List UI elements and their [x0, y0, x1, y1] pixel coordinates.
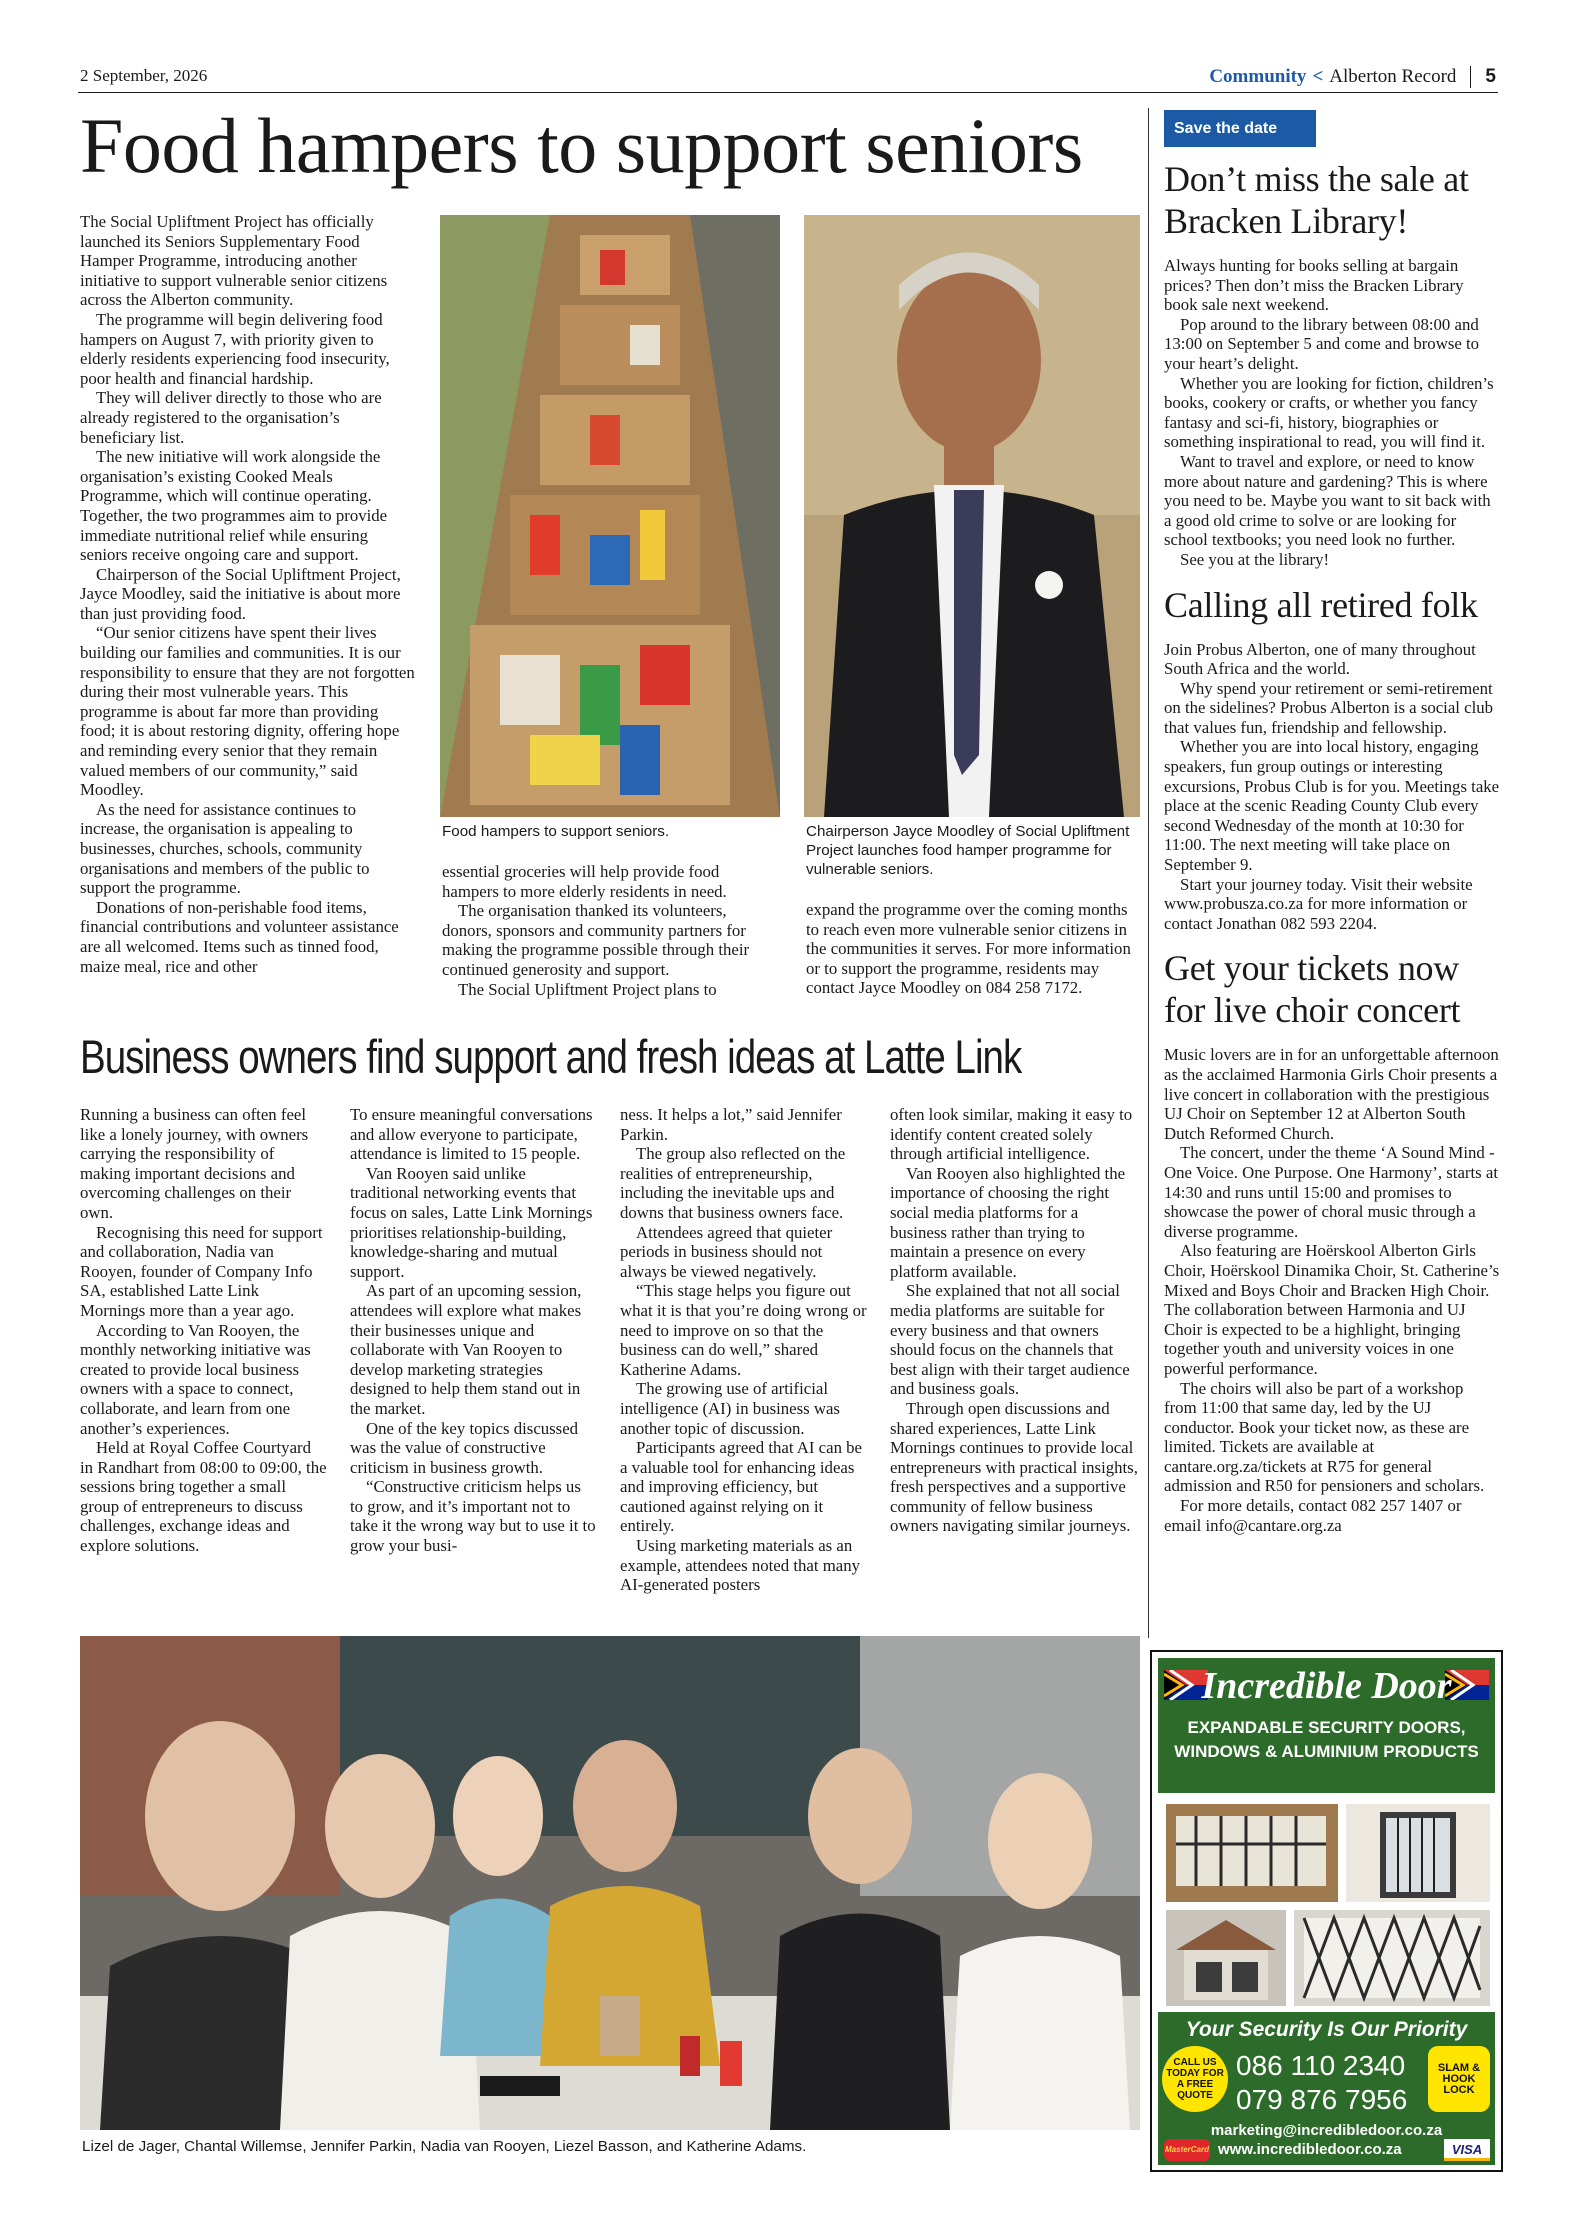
call-us-badge-text: CALL US TODAY FOR A FREE QUOTE: [1166, 2057, 1224, 2101]
chairperson-caption: Chairperson Jayce Moodley of Social Upliftment Project launches food hamper programme for vulnerable seniors.: [806, 823, 1130, 878]
ad-tagline: EXPANDABLE SECURITY DOORS, WINDOWS & ALUMINIUM PRODUCTS: [1174, 1718, 1479, 1761]
call-us-badge: [1162, 2046, 1228, 2112]
paragraph: See you at the library!: [1180, 549, 1330, 569]
article1-column-1: [80, 212, 416, 976]
mastercard-logo-text: MasterCard: [1164, 2145, 1209, 2154]
publication-date: 2 September, 2026: [80, 66, 208, 85]
paragraph: Also featuring are Hoërskool Alberton Girls Choir, Hoërskool Dinamika Choir, St. Catherine’s Mixed and Boys Choir and Bracken High Choir. The collaboration between Harmonia and UJ Choir is expected to be a highlight, bringing together youth and university voices in one powerful performance.: [1164, 1241, 1500, 1378]
paragraph: The Social Upliftment Project has officially launched its Seniors Supplementary Food Hamper Programme, introducing another initiative to support vulnerable senior citizens across the Alberton community.: [80, 212, 388, 310]
paragraph: The choirs will also be part of a workshop from 11:00 that same day, led by the UJ conductor. Book your ticket now, as these are limited. Tickets are available at cantare.org.za/tickets at R75 for general admission and R50 for pensioners and scholars.: [1164, 1378, 1485, 1496]
ad-phone-2[interactable]: 079 876 7956: [1236, 2084, 1408, 2115]
mastercard-logo: [1164, 2139, 1210, 2161]
publication-name: Alberton Record: [1329, 66, 1457, 87]
paragraph: expand the programme over the coming months to reach even more vulnerable senior citizens in the communities it serves. For more information or to support the programme, residents may contact Jayce Moodley on 084 258 7172.: [806, 900, 1131, 998]
section-separator: <: [1312, 66, 1324, 87]
paragraph: Through open discussions and shared experiences, Latte Link Mornings continues to provide local entrepreneurs with practical insights, fresh perspectives and a supportive community of fellow business owners navigating similar journeys.: [890, 1398, 1138, 1536]
header-rule: [78, 92, 1498, 93]
ad-email[interactable]: marketing@incredibledoor.co.za: [1210, 2122, 1443, 2139]
paragraph: Chairperson of the Social Upliftment Project, Jayce Moodley, said the initiative is about more than just providing food.: [80, 564, 401, 623]
group-photo-image: [80, 1636, 1140, 2130]
paragraph: “Our senior citizens have spent their lives building our families and communities. It is our responsibility to ensure that they are not forgotten during their most vulnerable years. This programme is about far more than providing food; it is about restoring dignity, offering hope and reminding every senior that they remain valued members of our community,” said Moodley.: [80, 623, 415, 800]
paragraph: Van Rooyen also highlighted the importance of choosing the right social media platforms for a business rather than trying to maintain a presence on every platform available.: [890, 1163, 1126, 1281]
paragraph: According to Van Rooyen, the monthly networking initiative was created to provide local business owners with a space to connect, collaborate, and learn from one another’s experiences.: [80, 1320, 311, 1438]
sidebar-story3-headline: Get your tickets now for live choir concert: [1164, 948, 1461, 1031]
paragraph: Why spend your retirement or semi-retirement on the sidelines? Probus Alberton is a social club that values fun, friendship and fellowship.: [1164, 678, 1494, 737]
paragraph: They will deliver directly to those who are already registered to the organisation’s beneficiary list.: [80, 388, 382, 447]
paragraph: The new initiative will work alongside the organisation’s existing Cooked Meals Programme, which will continue operating. Together, the two programmes aim to provide immediate nutritional relief while ensuring seniors receive ongoing care and support.: [80, 447, 388, 565]
paragraph: For more details, contact 082 257 1407 or email info@cantare.org.za: [1164, 1496, 1462, 1535]
paragraph: The concert, under the theme ‘A Sound Mind - One Voice. One Purpose. One Harmony’, starts at 14:30 and runs until 15:00 and promises to showcase the power of choral music through a diverse programme.: [1164, 1143, 1499, 1241]
page-number-divider: [1470, 66, 1471, 88]
article1-headline: Food hampers to support seniors: [80, 102, 1083, 189]
paragraph: Attendees agreed that quieter periods in business should not always be viewed negatively.: [620, 1222, 833, 1281]
article2-headline: Business owners find support and fresh ideas at Latte Link: [80, 1030, 1022, 1083]
group-photo-caption: Lizel de Jager, Chantal Willemse, Jennifer Parkin, Nadia van Rooyen, Liezel Basson, and Katherine Adams.: [82, 2138, 807, 2155]
sidebar-story2-body: [1164, 640, 1500, 934]
paragraph: Whether you are looking for fiction, children’s books, cookery or crafts, or whether you fancy fantasy and sci-fi, history, biographies or something inspirational to read, you will find it.: [1164, 373, 1494, 452]
paragraph: “This stage helps you figure out what it is that you’re doing wrong or need to improve on so that the business can do well,” shared Katherine Adams.: [620, 1281, 867, 1379]
visa-logo-text: VISA: [1451, 2142, 1483, 2157]
article2-column-4: [890, 1105, 1138, 1536]
ad-priority-slogan: Your Security Is Our Priority: [1185, 2018, 1468, 2041]
page-number: 5: [1485, 66, 1496, 87]
ad-brand-logo: Incredible Door: [1201, 1665, 1452, 1707]
ad-phone-1[interactable]: 086 110 2340: [1236, 2050, 1406, 2081]
ad-product-photo-door: [1346, 1804, 1490, 1902]
paragraph: Recognising this need for support and collaboration, Nadia van Rooyen, founder of Company Info SA, established Latte Link Mornings more than a year ago.: [80, 1222, 323, 1320]
sidebar-story2-headline: Calling all retired folk: [1164, 584, 1478, 625]
paragraph: Music lovers are in for an unforgettable afternoon as the acclaimed Harmonia Girls Choir presents a live concert in collaboration with the prestigious UJ Choir on September 12 at Alberton South Dutch Reformed Church.: [1164, 1045, 1499, 1143]
article2-column-1: [80, 1105, 328, 1556]
paragraph: Donations of non-perishable food items, financial contributions and volunteer assistance are all welcomed. Items such as tinned food, maize meal, rice and other: [80, 897, 399, 976]
paragraph: Whether you are into local history, engaging speakers, fun group outings or interesting excursions, Probus Club is for you. Meetings take place at the scenic Reading County Club every second Wednesday of the month at 10:30 for 11:00. The next meeting will take place on September 9.: [1164, 737, 1500, 875]
sidebar-story1-headline: Don’t miss the sale at Bracken Library!: [1164, 159, 1469, 241]
sidebar-story1-body: [1164, 256, 1500, 570]
paragraph: She explained that not all social media platforms are suitable for every business and that owners should focus on the channels that best align with their target audience and business goals.: [890, 1281, 1130, 1399]
ad-phone-numbers: [1236, 2049, 1407, 2117]
food-hampers-photo: [440, 215, 780, 817]
article1-column-2: [442, 862, 778, 999]
ad-product-photo-windows: [1166, 1804, 1338, 1902]
paragraph: Want to travel and explore, or need to know more about nature and gardening? This is where you need to be. Maybe you want to sit back with a good old crime to solve or are looking for school textbooks; you need look no further.: [1164, 451, 1491, 550]
paragraph: Running a business can often feel like a lonely journey, with owners carrying the responsibility of making important decisions and overcoming challenges on their own.: [80, 1105, 309, 1222]
paragraph: Start your journey today. Visit their website www.probusza.co.za for more information or contact Jonathan 082 593 2204.: [1164, 874, 1473, 933]
paragraph: As part of an upcoming session, attendees will explore what makes their businesses unique and collaborate with Van Rooyen to develop marketing strategies designed to help them stand out in the market.: [350, 1281, 582, 1418]
sidebar-story3-body: [1164, 1045, 1500, 1535]
paragraph: “Constructive criticism helps us to grow, and it’s important not to take it the wrong way but to use it to grow your busi-: [350, 1477, 596, 1556]
paragraph: Participants agreed that AI can be a valuable tool for enhancing ideas and improving efficiency, but cautioned against relying on it entirely.: [620, 1438, 862, 1536]
sidebar-rule: [1148, 108, 1149, 1638]
slam-hook-lock-text: SLAM & HOOK LOCK: [1437, 2061, 1481, 2096]
slam-hook-lock-badge: [1428, 2046, 1490, 2112]
ad-contact-band: [1158, 2012, 1495, 2165]
save-the-date-badge: Save the date: [1164, 110, 1316, 147]
paragraph: Van Rooyen said unlike traditional networking events that focus on sales, Latte Link Mornings prioritises relationship-building, knowledge-sharing and mutual support.: [350, 1163, 593, 1281]
paragraph: The group also reflected on the realities of entrepreneurship, including the inevitable ups and downs that business owners face.: [620, 1144, 846, 1222]
paragraph: As the need for assistance continues to increase, the organisation is appealing to businesses, churches, schools, community organisations and members of the public to support the programme.: [80, 799, 370, 898]
paragraph: To ensure meaningful conversations and allow everyone to participate, attendance is limited to 15 people.: [350, 1105, 593, 1164]
paragraph: essential groceries will help provide food hampers to more elderly residents in need.: [442, 862, 727, 901]
ad-header-band: [1158, 1658, 1495, 1793]
article2-column-2: [350, 1105, 598, 1556]
food-hampers-caption: Food hampers to support seniors.: [442, 823, 670, 840]
paragraph: The organisation thanked its volunteers, donors, sponsors and community partners for making the programme possible through their continued generosity and support.: [442, 901, 750, 979]
section-info: [1209, 66, 1496, 88]
ad-website[interactable]: www.incredibledoor.co.za: [1218, 2141, 1402, 2158]
paragraph: often look similar, making it easy to identify content created solely through artificial intelligence.: [890, 1105, 1133, 1164]
sidebar-content: [1164, 158, 1500, 1535]
ad-product-photo-house: [1166, 1910, 1286, 2006]
paragraph: One of the key topics discussed was the value of constructive criticism in business growth.: [350, 1418, 579, 1477]
paragraph: The growing use of artificial intelligence (AI) in business was another topic of discussion.: [620, 1379, 840, 1438]
section-name[interactable]: Community: [1209, 66, 1307, 87]
paragraph: Always hunting for books selling at bargain prices? Then don’t miss the Bracken Library book sale next weekend.: [1164, 256, 1464, 315]
incredible-door-advert[interactable]: [1150, 1650, 1503, 2172]
visa-logo: [1444, 2139, 1490, 2161]
paragraph: Using marketing materials as an example, attendees noted that many AI-generated posters: [620, 1536, 860, 1595]
chairperson-photo: [804, 215, 1140, 817]
food-hampers-image: [440, 215, 780, 817]
paragraph: Held at Royal Coffee Courtyard in Randhart from 08:00 to 09:00, the sessions bring together a small group of entrepreneurs to discuss challenges, exchange ideas and explore solutions.: [80, 1438, 327, 1556]
chairperson-portrait-image: [804, 215, 1140, 817]
latte-link-group-photo: [80, 1636, 1140, 2130]
paragraph: ness. It helps a lot,” said Jennifer Parkin.: [620, 1105, 842, 1144]
paragraph: The programme will begin delivering food hampers on August 7, with priority given to elderly residents experiencing food insecurity, poor health and financial hardship.: [80, 309, 390, 388]
paragraph: The Social Upliftment Project plans to: [458, 979, 717, 999]
paragraph: Pop around to the library between 08:00 and 13:00 on September 5 and come and browse to your heart’s delight.: [1164, 314, 1480, 373]
paragraph: Join Probus Alberton, one of many throughout South Africa and the world.: [1164, 639, 1476, 679]
article2-column-3: [620, 1105, 868, 1595]
article1-column-3: [806, 900, 1140, 998]
ad-product-photo-security-gates: [1294, 1910, 1490, 2006]
